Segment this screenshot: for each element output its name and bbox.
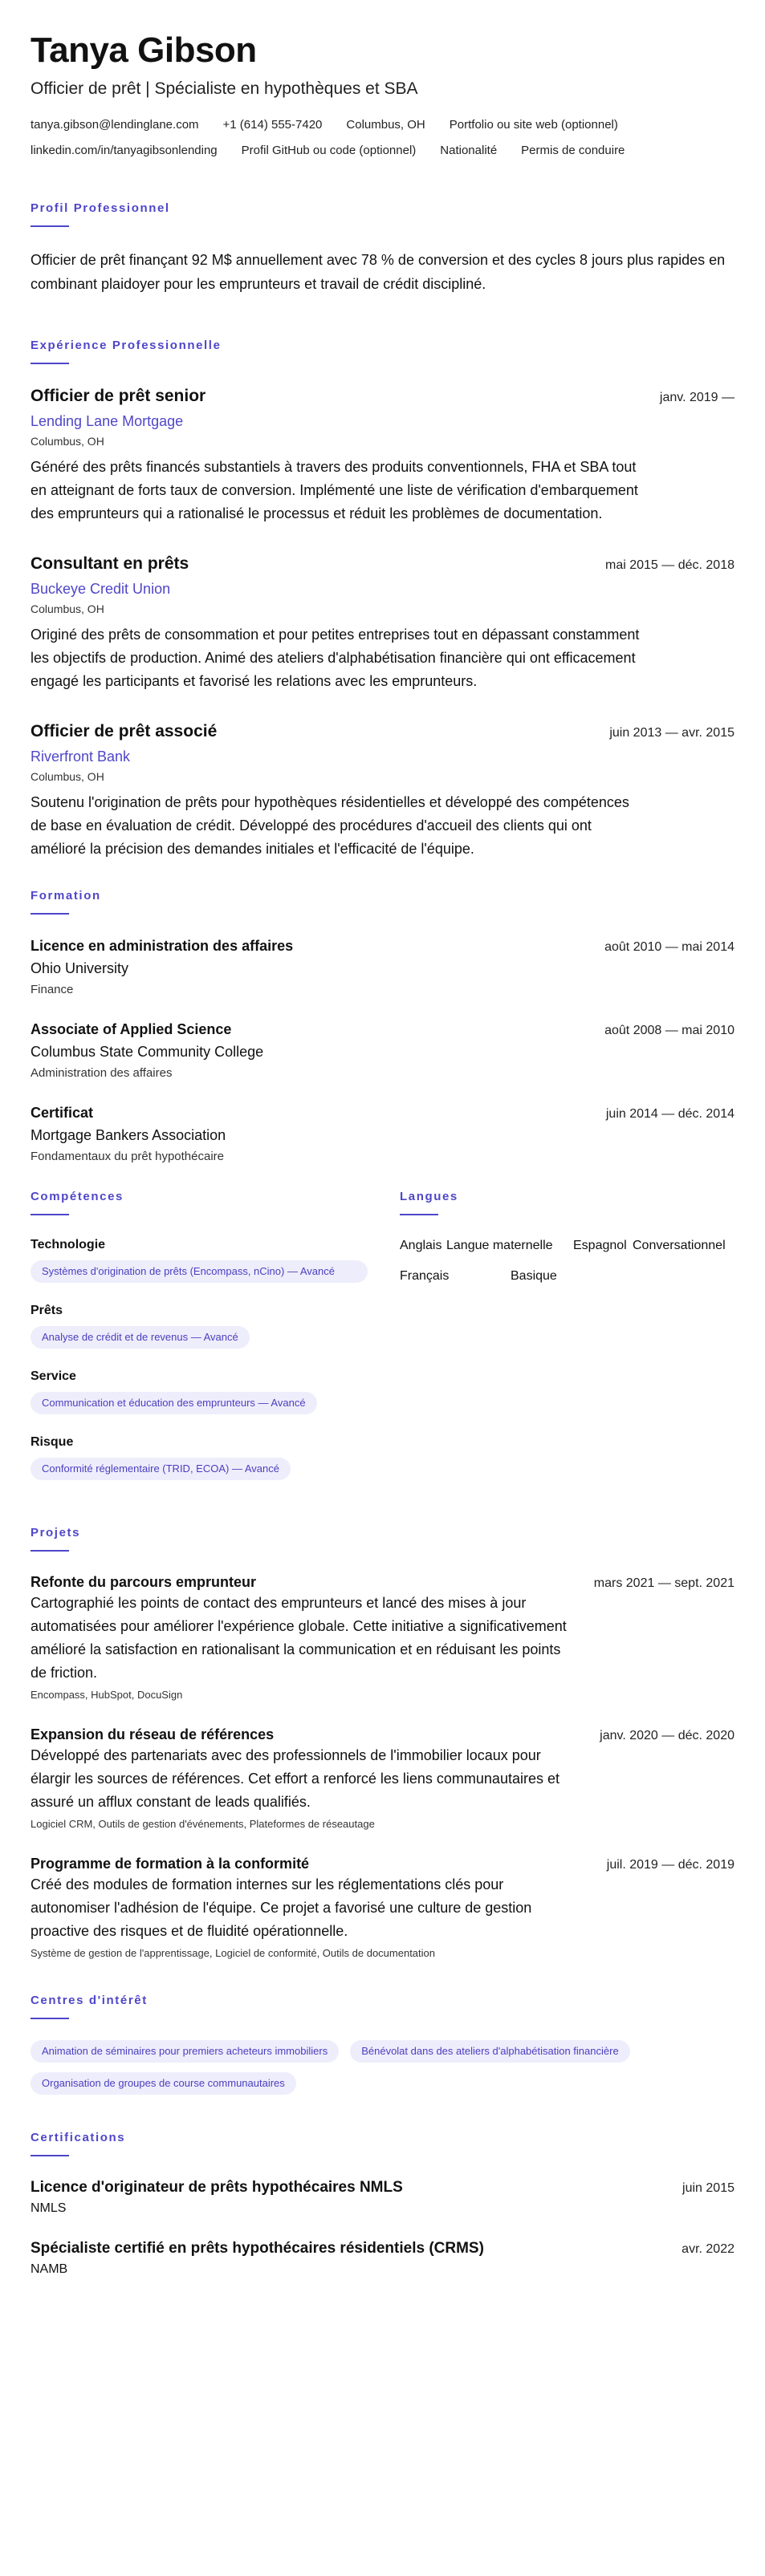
profile-summary: Officier de prêt finançant 92 M$ annuellement avec 78 % de conversion et des cycles 8 jours plus rapides en combinant plaidoyer pour les emprunteurs et travail de crédit discipliné.	[31, 252, 726, 292]
education-degree: Licence en administration des affaires	[31, 938, 294, 954]
education-dates: août 2008 — mai 2010	[604, 1024, 734, 1037]
section-title: Certifications	[31, 2131, 126, 2144]
job-description: Généré des prêts financés substantiels à travers des produits conventionnels, FHA et SBA tout en atteignant de forts taux de conversion. Implémenté une liste de vérification d'embarquement des emprunteurs qui a rationalisé le processus et réduit les problèmes de documentation.	[31, 459, 638, 521]
project-title: Refonte du parcours emprunteur	[31, 1574, 257, 1590]
job-title: Officier de prêt associé	[31, 722, 218, 740]
education-entry	[31, 935, 734, 998]
resume-header	[31, 30, 734, 159]
job-company: Riverfront Bank	[31, 748, 131, 765]
profile-section	[31, 201, 734, 296]
job-entry	[31, 553, 734, 693]
projects-section	[31, 1525, 734, 1961]
education-dates: juin 2014 — déc. 2014	[605, 1107, 734, 1121]
contact-linkedin[interactable]: linkedin.com/in/tanyagibsonlending	[31, 144, 218, 157]
skill-category: Service	[31, 1369, 76, 1383]
section-title: Langues	[400, 1190, 458, 1203]
certification-issuer: NAMB	[31, 2262, 68, 2276]
language-level: Langue maternelle	[446, 1239, 553, 1252]
certifications-section	[31, 2130, 734, 2278]
project-dates: mars 2021 — sept. 2021	[593, 1576, 734, 1590]
education-dates: août 2010 — mai 2014	[604, 940, 734, 954]
interest-pill: Animation de séminaires pour premiers acheteurs immobiliers	[31, 2040, 339, 2063]
project-entry	[31, 1854, 734, 1961]
job-dates: juin 2013 — avr. 2015	[609, 726, 734, 740]
contact-phone[interactable]: +1 (614) 555-7420	[222, 118, 323, 132]
section-divider	[31, 2018, 69, 2019]
project-tech: Logiciel CRM, Outils de gestion d'événements, Plateformes de réseautage	[31, 1818, 375, 1830]
education-entry	[31, 1102, 734, 1165]
education-field: Administration des affaires	[31, 1066, 173, 1080]
contact-location: Columbus, OH	[346, 118, 425, 132]
certification-entry	[31, 2177, 734, 2217]
project-title: Programme de formation à la conformité	[31, 1856, 310, 1872]
job-company: Buckeye Credit Union	[31, 581, 171, 597]
education-school: Mortgage Bankers Association	[31, 1127, 226, 1143]
certification-entry	[31, 2238, 734, 2278]
contact-github[interactable]: Profil GitHub ou code (optionnel)	[241, 144, 417, 157]
section-divider	[31, 1550, 69, 1552]
interest-pill: Bénévolat dans des ateliers d'alphabétisation financière	[350, 2040, 629, 2063]
project-entry	[31, 1572, 734, 1702]
section-title: Formation	[31, 889, 101, 903]
section-divider	[31, 913, 69, 915]
interest-list	[31, 2040, 734, 2095]
section-title: Projets	[31, 1526, 81, 1540]
skills-languages-row	[31, 1189, 734, 1480]
job-title: Consultant en prêts	[31, 554, 189, 573]
project-title: Expansion du réseau de références	[31, 1726, 275, 1742]
language-name: Français	[400, 1269, 450, 1283]
job-location: Columbus, OH	[31, 602, 104, 615]
language-name: Espagnol	[573, 1239, 627, 1252]
education-field: Fondamentaux du prêt hypothécaire	[31, 1150, 224, 1163]
section-divider	[31, 1214, 69, 1215]
language-list	[400, 1236, 734, 1286]
contact-nationality: Nationalité	[440, 144, 498, 157]
job-entry	[31, 720, 734, 861]
job-description: Originé des prêts de consommation et pour petites entreprises tout en dépassant constamment les objectifs de production. Animé des ateliers d'alphabétisation financière qui ont efficacement engagé les participants et favorisé les relations avec les emprunteurs.	[31, 627, 640, 689]
education-section	[31, 888, 734, 1165]
education-degree: Certificat	[31, 1105, 94, 1121]
education-field: Finance	[31, 983, 74, 996]
certification-name: Spécialiste certifié en prêts hypothécaires résidentiels (CRMS)	[31, 2240, 484, 2257]
skill-pill: Systèmes d'origination de prêts (Encompass, nCino) — Avancé	[31, 1260, 368, 1283]
experience-section	[31, 338, 734, 861]
skill-category: Technologie	[31, 1238, 106, 1251]
candidate-headline: Officier de prêt | Spécialiste en hypothèques et SBA	[31, 79, 418, 98]
job-dates: janv. 2019 —	[659, 391, 734, 404]
skill-pill: Analyse de crédit et de revenus — Avancé	[31, 1326, 250, 1349]
section-divider	[31, 2155, 69, 2156]
job-dates: mai 2015 — déc. 2018	[605, 558, 734, 572]
job-location: Columbus, OH	[31, 770, 104, 783]
language-item	[400, 1236, 573, 1256]
job-description: Soutenu l'origination de prêts pour hypothèques résidentielles et développé des compétences de base en évaluation de crédit. Développé des procédures d'accueil des clients qui ont amélioré la précision des demandes initiales et l'efficacité de l'équipe.	[31, 794, 629, 857]
language-item	[400, 1267, 557, 1286]
project-description: Cartographié les points de contact des emprunteurs et lancé des mises à jour automatisées pour améliorer l'expérience globale. Cette initiative a significativement amélioré la satisfaction en rationalisant la communication et en réduisant les points de friction.	[31, 1595, 567, 1681]
candidate-name: Tanya Gibson	[31, 30, 257, 70]
certification-list	[31, 2177, 734, 2278]
language-name: Anglais	[400, 1239, 442, 1252]
project-list	[31, 1572, 734, 1961]
contact-portfolio[interactable]: Portfolio ou site web (optionnel)	[449, 118, 618, 132]
project-tech: Encompass, HubSpot, DocuSign	[31, 1689, 183, 1701]
certification-issuer: NMLS	[31, 2201, 67, 2215]
language-level: Conversationnel	[633, 1239, 726, 1252]
section-divider	[31, 225, 69, 227]
skills-section	[31, 1189, 400, 1480]
language-item	[573, 1236, 726, 1256]
education-list	[31, 935, 734, 1165]
contact-license: Permis de conduire	[521, 144, 625, 157]
section-title: Expérience Professionnelle	[31, 339, 222, 352]
project-entry	[31, 1725, 734, 1832]
skill-pill: Communication et éducation des emprunteurs — Avancé	[31, 1392, 317, 1414]
languages-section	[400, 1189, 734, 1480]
certification-name: Licence d'originateur de prêts hypothécaires NMLS	[31, 2179, 403, 2196]
education-school: Columbus State Community College	[31, 1044, 264, 1060]
section-divider	[31, 363, 69, 364]
job-location: Columbus, OH	[31, 435, 104, 448]
certification-date: avr. 2022	[682, 2242, 734, 2256]
skill-category: Risque	[31, 1435, 74, 1449]
project-dates: juil. 2019 — déc. 2019	[606, 1858, 734, 1872]
section-title: Compétences	[31, 1190, 124, 1203]
education-entry	[31, 1019, 734, 1081]
skill-pill: Conformité réglementaire (TRID, ECOA) — Avancé	[31, 1458, 291, 1480]
skill-category: Prêts	[31, 1304, 63, 1317]
interests-section	[31, 1993, 734, 2095]
language-level: Basique	[511, 1269, 557, 1283]
education-school: Ohio University	[31, 960, 129, 976]
section-title: Profil Professionnel	[31, 201, 170, 215]
certification-date: juin 2015	[682, 2181, 734, 2195]
contact-email[interactable]: tanya.gibson@lendinglane.com	[31, 118, 199, 132]
project-description: Développé des partenariats avec des professionnels de l'immobilier locaux pour élargir les sources de références. Cet effort a renforcé les liens communautaires et assuré un afflux constant de leads qualifiés.	[31, 1747, 560, 1810]
section-divider	[400, 1214, 438, 1215]
job-entry	[31, 385, 734, 525]
job-title: Officier de prêt senior	[31, 387, 206, 405]
project-tech: Système de gestion de l'apprentissage, Logiciel de conformité, Outils de documentation	[31, 1947, 435, 1959]
experience-list	[31, 385, 734, 861]
job-company: Lending Lane Mortgage	[31, 413, 184, 429]
education-degree: Associate of Applied Science	[31, 1021, 232, 1037]
project-dates: janv. 2020 — déc. 2020	[600, 1729, 734, 1742]
contact-list	[31, 117, 734, 159]
interest-pill: Organisation de groupes de course communautaires	[31, 2072, 296, 2095]
section-title: Centres d'intérêt	[31, 1994, 148, 2007]
project-description: Créé des modules de formation internes sur les réglementations clés pour autonomiser l'adhésion de l'équipe. Ce projet a favorisé une culture de gestion proactive des risques et de fluidité opérationnelle.	[31, 1876, 532, 1939]
